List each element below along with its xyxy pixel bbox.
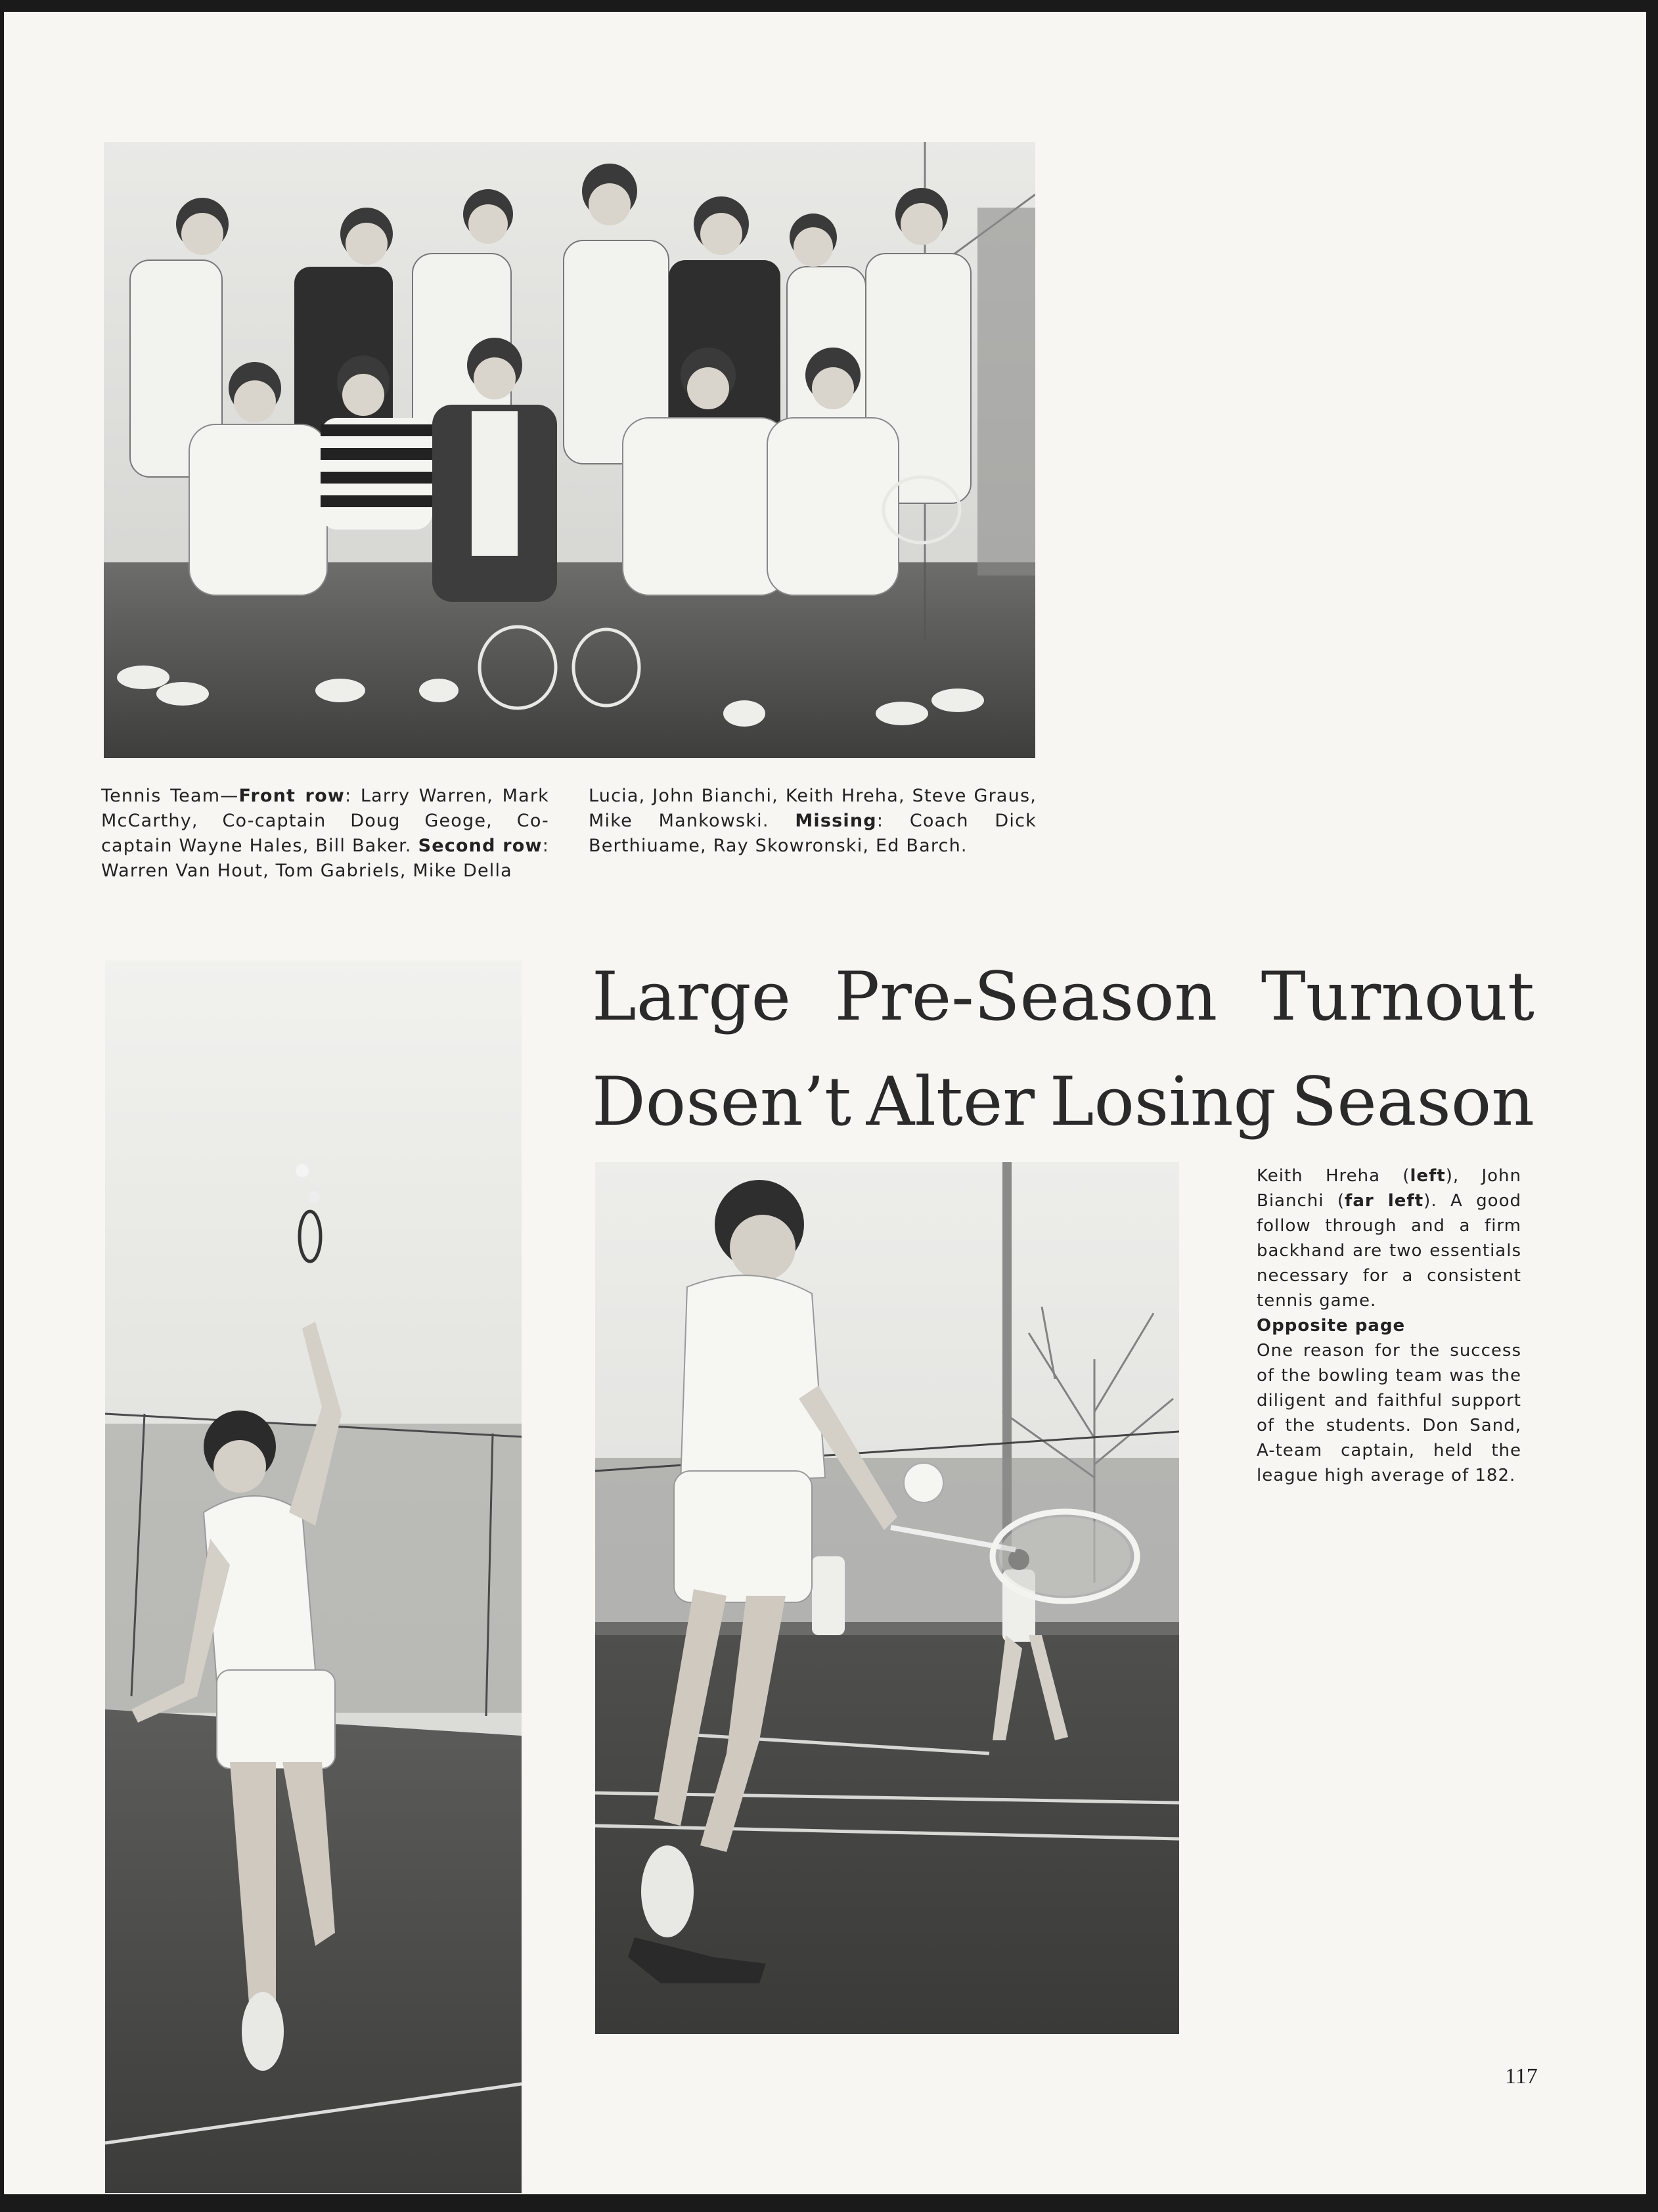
- caption-text: ), John Bianchi (: [1257, 1166, 1521, 1211]
- caption-text: : Larry Warren, Mark McCarthy, Co-captain Doug Geoge, Co-captain Wayne Hales, Bill Baker.: [101, 786, 550, 856]
- caption-bold-far-left: far left: [1345, 1191, 1424, 1211]
- caption-bold-missing: Missing: [795, 811, 877, 831]
- headline-word: Season: [1291, 1063, 1535, 1141]
- caption-bold-second-row: Second row: [418, 836, 543, 856]
- photo-side-caption: [1257, 1163, 1521, 1488]
- caption-text: ). A good follow through and a firm backhand are two essentials necessary for a consistent tennis game.: [1257, 1191, 1521, 1311]
- opposite-page-label-text: Opposite page: [1257, 1316, 1406, 1336]
- yearbook-page: [4, 12, 1646, 2194]
- caption-text: Tennis Team—: [101, 786, 239, 806]
- backhand-photo: [595, 1162, 1179, 2034]
- headline-line-2: [592, 1063, 1535, 1141]
- serve-photo: [105, 960, 522, 2193]
- side-caption-paragraph-1: [1257, 1163, 1521, 1313]
- opposite-page-label: [1257, 1313, 1521, 1338]
- headline-word: Turnout: [1261, 958, 1535, 1036]
- team-caption-left: [101, 784, 549, 884]
- caption-bold-front-row: Front row: [238, 786, 345, 806]
- caption-text: Keith Hreha (: [1257, 1166, 1410, 1186]
- headline-word: Dosen’t: [592, 1063, 852, 1141]
- page-number: 117: [1505, 2064, 1538, 2088]
- headline-word: Losing: [1049, 1063, 1276, 1141]
- headline-word: Large: [592, 958, 791, 1036]
- headline-line-1: [592, 958, 1535, 1036]
- caption-bold-left: left: [1410, 1166, 1446, 1186]
- side-caption-paragraph-2: One reason for the success of the bowling team was the diligent and faithful support of the students. Don Sand, A-team captain, held the league high average of 182.: [1257, 1341, 1521, 1485]
- headline-word: Alter: [866, 1063, 1035, 1141]
- caption-text: Lucia, John Bianchi, Keith Hreha, Steve Graus, Mike Mankowski.: [589, 786, 1037, 831]
- team-photo: [104, 142, 1035, 758]
- team-caption-right: [589, 784, 1037, 859]
- caption-text: : Coach Dick Berthiuame, Ray Skowronski, Ed Barch.: [589, 811, 1037, 856]
- caption-text: : Warren Van Hout, Tom Gabriels, Mike Della: [101, 836, 549, 881]
- headline-word: Pre-Season: [834, 958, 1218, 1036]
